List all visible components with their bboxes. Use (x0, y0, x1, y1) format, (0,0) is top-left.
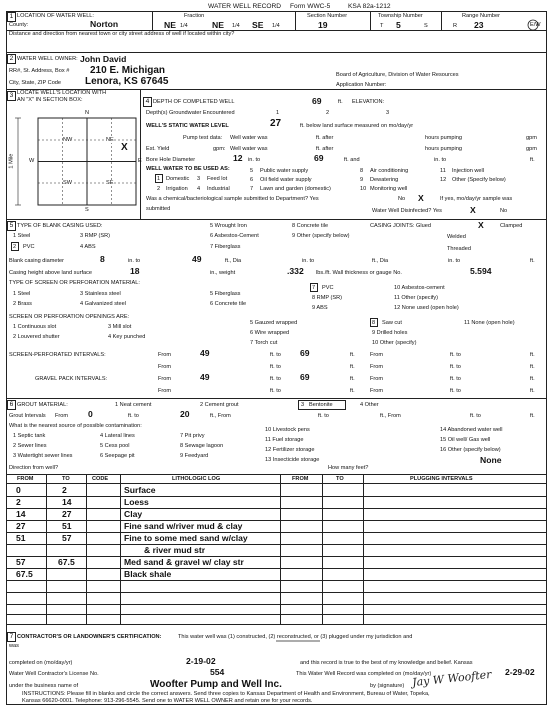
use-label: WELL WATER TO BE USED AS: (146, 166, 230, 172)
screen-label: TYPE OF SCREEN OR PERFORATION MATERIAL: (9, 280, 140, 286)
business-label: under the business name of (9, 683, 79, 689)
disinfect-label: Water Well Disinfected? Yes (372, 208, 442, 214)
south-label: S (85, 207, 89, 213)
address-label: RR#, St. Address, Box # (9, 68, 70, 74)
mile-label: 1 Mile (8, 153, 15, 169)
township-s: S (424, 23, 428, 29)
contam-abandoned[interactable]: 14 Abandoned water well (440, 427, 503, 433)
weight-lbs: lbs./ft. Wall thickness or gauge No. (316, 270, 402, 276)
range-label: Range Number (462, 13, 500, 19)
contam-lagoon[interactable]: 8 Sewage lagoon (180, 443, 224, 449)
use-10-num: 10 (360, 186, 367, 192)
screen-brass[interactable]: 2 Brass (13, 301, 32, 307)
log-row-desc[interactable]: Clay (124, 509, 143, 519)
east-label: E (138, 158, 142, 164)
range-r: R (453, 23, 458, 29)
log-row-from[interactable]: 67.5 (16, 569, 33, 579)
bore-value[interactable]: 12 (233, 153, 243, 163)
owner-label: WATER WELL OWNER: (17, 56, 78, 62)
section-number-5: 5 (7, 221, 16, 231)
log-row-desc[interactable]: Fine to some med sand w/clay (124, 533, 248, 543)
pump-gpm: gpm (526, 135, 537, 141)
pump-hours: hours pumping (425, 135, 463, 141)
yield-ft-after: ft. after (316, 146, 334, 152)
log-row-desc[interactable]: Med sand & gravel w/ clay str (124, 557, 244, 567)
screen-steel[interactable]: 1 Steel (13, 291, 31, 297)
use-7-num: 7 (250, 186, 254, 192)
casing-abs[interactable]: 4 ABS (80, 244, 96, 250)
gpi-ft-3: ft. (350, 388, 355, 394)
screen-pvc[interactable]: PVC (322, 285, 334, 291)
use-dewatering[interactable]: Dewatering (370, 177, 399, 183)
use-3-num: 3 (197, 176, 201, 182)
cert-text: This water well was (1) constructed, (2) reconstructed, or (3) plugged under my jurisdiction and (178, 634, 413, 640)
grout-ft-from: ft., From (210, 413, 231, 419)
spi-ft-1: ft. (350, 352, 355, 358)
use-irrigation[interactable]: Irrigation (166, 186, 188, 192)
quarter-3: 1/4 (272, 23, 280, 29)
quarter-1: 1/4 (180, 23, 188, 29)
grout-label: GROUT MATERIAL: (17, 402, 68, 408)
screen-asbestos[interactable]: 10 Asbestos-cement (394, 285, 445, 291)
weight-value[interactable]: .332 (287, 266, 304, 276)
contam-fuel[interactable]: 11 Fuel storage (265, 437, 304, 443)
spi-ft-to-4: ft. to (450, 364, 461, 370)
form-number: Form WWC-5 (290, 3, 331, 10)
grout-ft-to-3: ft. to (470, 413, 481, 419)
use-monitoring[interactable]: Monitoring well (370, 186, 408, 192)
contam-sewer[interactable]: 2 Sewer lines (13, 443, 47, 449)
spi-from-4: From (370, 364, 384, 370)
casing-fiberglass[interactable]: 7 Fiberglass (210, 244, 241, 250)
chem-tail: If yes, mo/day/yr sample was (440, 196, 513, 202)
height-label: Casing height above land surface (9, 270, 93, 276)
static-level-label: WELL'S STATIC WATER LEVEL (146, 123, 229, 129)
city-value[interactable]: Lenora, KS 67645 (85, 76, 169, 87)
log-header-from: FROM (17, 476, 34, 482)
township-t: T (380, 23, 384, 29)
license-label: Water Well Contractor's License No. (9, 671, 99, 677)
fraction-1[interactable]: NE (164, 20, 176, 30)
depth-label: DEPTH OF COMPLETED WELL (153, 99, 235, 105)
spi-label: SCREEN-PERFORATED INTERVALS: (9, 352, 106, 358)
use-oil-field[interactable]: Oil field water supply (260, 177, 312, 183)
perf-louvered[interactable]: 2 Louvered shutter (13, 334, 60, 340)
perf-mill[interactable]: 3 Mill slot (108, 324, 132, 330)
distance-label: Distance and direction from nearest town or city street address of well if located within city? (9, 31, 235, 37)
groundwater-label: Depth(s) Groundwater Encountered (146, 110, 235, 116)
fraction-label: Fraction (184, 13, 205, 19)
grout-neat[interactable]: 1 Neat cement (115, 402, 152, 408)
contam-cess[interactable]: 5 Cess pool (100, 443, 130, 449)
gpi-ft-to-1: ft. to (270, 376, 281, 382)
spi-from-1: From (158, 352, 172, 358)
blank-ft-3: ft. (530, 258, 535, 264)
log-row-to[interactable]: 14 (62, 497, 72, 507)
gpi-to-value[interactable]: 69 (300, 372, 310, 382)
use-air[interactable]: Air conditioning (370, 168, 409, 174)
contam-watertight[interactable]: 3 Watertight sewer lines (13, 453, 73, 459)
depth-value[interactable]: 69 (312, 96, 322, 106)
contam-pit-privy[interactable]: 7 Pit privy (180, 433, 205, 439)
log-row-to[interactable]: 67.5 (58, 557, 75, 567)
perf-torch[interactable]: 7 Torch cut (250, 340, 278, 346)
log-header-plug-to: TO (336, 476, 344, 482)
instructions-line-1: INSTRUCTIONS: Please fill in blanks and circle the correct answers. Send three copies to Kansas Department of Health and Environment, Bureau of Water, Topeka, (22, 691, 430, 697)
grout-ft-to-2: ft. to (318, 413, 329, 419)
joints-threaded[interactable]: Threaded (447, 246, 471, 252)
howmany-label: How many feet? (328, 465, 369, 471)
contam-lateral[interactable]: 4 Lateral lines (100, 433, 135, 439)
township-label: Township Number (378, 13, 423, 19)
completed-value[interactable]: 2-19-02 (186, 656, 216, 666)
casing-rmp[interactable]: 3 RMP (SR) (80, 233, 111, 239)
nw-label: NW (63, 137, 73, 143)
contam-septic[interactable]: 1 Septic tank (13, 433, 46, 439)
gpi-ft-to-2: ft. to (450, 376, 461, 382)
completed-tail: and this record is true to the best of my knowledge and belief. Kansas (300, 660, 473, 666)
log-row-to[interactable]: 27 (62, 509, 72, 519)
yield-gpm: gpm: (213, 146, 226, 152)
county-value[interactable]: Norton (90, 19, 119, 29)
gpi-ft-1: ft. (350, 376, 355, 382)
screen-stainless[interactable]: 3 Stainless steel (80, 291, 121, 297)
gpi-from-value[interactable]: 49 (200, 372, 210, 382)
perf-saw[interactable]: Saw cut (382, 320, 402, 326)
perf-saw-num: 8 (372, 320, 376, 326)
log-header-to: TO (62, 476, 70, 482)
log-row-desc[interactable]: Surface (124, 485, 156, 495)
contam-fertilizer[interactable]: 12 Fertilizer storage (265, 447, 315, 453)
spi-ft-2: ft. (530, 352, 535, 358)
joints-x[interactable]: X (478, 220, 484, 230)
use-8-num: 8 (360, 168, 364, 174)
spi-ft-to-3: ft. to (270, 364, 281, 370)
application-number-label: Application Number: (336, 82, 387, 88)
perf-wire[interactable]: 6 Wire wrapped (250, 330, 290, 336)
east-west-indicator: E/W (530, 22, 541, 28)
county-label: County: (9, 22, 29, 28)
casing-asbestos[interactable]: 6 Asbestos-Cement (210, 233, 259, 239)
business-value[interactable]: Woofter Pump and Well Inc. (150, 679, 282, 690)
gpi-from-4: From (370, 388, 384, 394)
se-label: SE (106, 180, 114, 186)
form-title: WATER WELL RECORD (208, 3, 282, 10)
grout-bentonite-num: 3 (301, 402, 305, 408)
gpi-ft-to-4: ft. to (450, 388, 461, 394)
screen-abs[interactable]: 9 ABS (312, 305, 328, 311)
height-value[interactable]: 18 (130, 266, 140, 276)
gpi-from-3: From (158, 388, 172, 394)
perf-none[interactable]: 11 None (open hole) (464, 320, 515, 326)
use-12-num: 12 (440, 177, 447, 183)
bore-ft-and: ft. and (344, 157, 360, 163)
fraction-3[interactable]: SE (252, 20, 264, 30)
use-9-num: 9 (360, 177, 364, 183)
casing-wrought[interactable]: 5 Wrought Iron (210, 223, 247, 229)
yield-gpm2: gpm (526, 146, 537, 152)
yield-hours: hours pumping (425, 146, 463, 152)
screen-rmp[interactable]: 8 RMP (SR) (312, 295, 343, 301)
section-number-2: 2 (7, 54, 16, 64)
blank-in-to-3: in. to (448, 258, 461, 264)
use-other[interactable]: Other (Specify below) (452, 177, 506, 183)
perf-label: SCREEN OR PERFORATION OPENINGS ARE: (9, 314, 130, 320)
record-label: This Water Well Record was completed on (mo/day/yr) (296, 671, 432, 677)
blank-ft-dia: ft., Dia (225, 258, 242, 264)
contam-label: What is the nearest source of possible contamination: (9, 423, 142, 429)
use-5-num: 5 (250, 168, 254, 174)
elevation-label: ELEVATION: (352, 99, 385, 105)
use-1-num: 1 (157, 176, 161, 182)
log-header-lithologic: LITHOLOGIC LOG (172, 476, 221, 482)
direction-label: Direction from well? (9, 465, 59, 471)
log-row-from[interactable]: 27 (16, 521, 26, 531)
log-row-to[interactable]: 2 (62, 485, 67, 495)
joints-clamped[interactable]: Clamped (500, 223, 523, 229)
static-level-value[interactable]: 27 (270, 118, 282, 129)
cert-was: was (9, 643, 19, 649)
use-lawn[interactable]: Lawn and garden (domestic) (260, 186, 331, 192)
use-injection[interactable]: Injection well (452, 168, 485, 174)
chem-no: No (398, 196, 406, 202)
log-row-desc[interactable]: Fine sand w/river mud & clay (124, 521, 243, 531)
spi-to-value[interactable]: 69 (300, 348, 310, 358)
contam-seepage[interactable]: 6 Seepage pit (100, 453, 135, 459)
contam-other[interactable]: 16 Other (specify below) (440, 447, 501, 453)
chem-x[interactable]: X (418, 193, 424, 203)
casing-other[interactable]: 9 Other (specify below) (292, 233, 350, 239)
grout-from-value[interactable]: 0 (88, 409, 93, 419)
screen-fiberglass[interactable]: 5 Fiberglass (210, 291, 241, 297)
license-value[interactable]: 554 (210, 667, 225, 677)
use-feed-lot[interactable]: Feed lot (207, 176, 228, 182)
quarter-2: 1/4 (232, 23, 240, 29)
gpi-label: GRAVEL PACK INTERVALS: (35, 376, 108, 382)
grout-to-value[interactable]: 20 (180, 409, 190, 419)
casing-concrete[interactable]: 8 Concrete tile (292, 223, 329, 229)
owner-value[interactable]: John David (80, 54, 127, 64)
joints-welded[interactable]: Welded (447, 234, 466, 240)
board-label: Board of Agriculture, Division of Water Resources (336, 72, 459, 78)
log-header-code: CODE (92, 476, 109, 482)
city-label: City, State, ZIP Code (9, 80, 62, 86)
grout-ft: ft. (530, 413, 535, 419)
perf-continuous[interactable]: 1 Continuous slot (13, 324, 57, 330)
bore-in-to-2: in. to (434, 157, 447, 163)
gw-1: 1 (276, 110, 280, 116)
disinfect-x[interactable]: X (470, 205, 476, 215)
completed-label: completed on (mo/day/yr) (9, 660, 73, 666)
record-date-value[interactable]: 2-29-02 (505, 667, 535, 677)
blank-in-to-2: in. to (302, 258, 315, 264)
log-row-from[interactable]: 57 (16, 557, 26, 567)
instructions-line-2: Kansas 66620-0001. Telephone: 913-296-5545. Send one to WATER WELL OWNER and retain one for your records. (22, 698, 313, 704)
chem-label: Was a chemical/bacteriological sample submitted to Department? Yes (146, 196, 319, 202)
gpi-from-1: From (158, 376, 172, 382)
blank-dia-value[interactable]: 8 (100, 254, 105, 264)
section-number-6: 6 (7, 400, 16, 410)
blank-ft-dia-2: ft., Dia (372, 258, 389, 264)
use-public[interactable]: Public water supply (260, 168, 309, 174)
spi-from-value[interactable]: 49 (200, 348, 210, 358)
gw-3: 3 (386, 110, 390, 116)
contam-livestock[interactable]: 10 Livestock pens (265, 427, 310, 433)
north-label: N (85, 110, 90, 116)
screen-galvanized[interactable]: 4 Galvanized steel (80, 301, 127, 307)
grout-from: From (55, 413, 69, 419)
blank-dia-label: Blank casing diameter (9, 258, 65, 264)
disinfect-no: No (500, 208, 508, 214)
ksa-reference: KSA 82a-1212 (348, 3, 391, 10)
ne-label: NE (106, 137, 114, 143)
spi-ft-to-2: ft. to (450, 352, 461, 358)
gpi-ft-4: ft. (530, 388, 535, 394)
log-row-to[interactable]: 57 (62, 533, 72, 543)
contam-none-value[interactable]: None (480, 455, 502, 465)
locate-label-2: AN "X" IN SECTION BOX: (17, 97, 83, 103)
log-row-from[interactable]: 0 (16, 485, 21, 495)
perf-gauzed[interactable]: 5 Gauzed wrapped (250, 320, 298, 326)
township-value[interactable]: 5 (396, 20, 401, 30)
perf-key[interactable]: 4 Key punched (108, 334, 146, 340)
log-row-desc[interactable]: Black shale (124, 569, 172, 579)
screen-pvc-num: 7 (312, 285, 316, 291)
grout-intervals-label: Grout Intervals (9, 413, 46, 419)
screen-concrete[interactable]: 6 Concrete tile (210, 301, 247, 307)
casing-steel[interactable]: 1 Steel (13, 233, 31, 239)
log-header-plugging: PLUGGING INTERVALS (410, 476, 473, 482)
address-value[interactable]: 210 E. Michigan (90, 65, 166, 76)
contam-insecticide[interactable]: 13 Insecticide storage (265, 457, 320, 463)
section-number-label: Section Number (307, 13, 348, 19)
pump-ft-after: ft. after (316, 135, 334, 141)
gw-2: 2 (326, 110, 330, 116)
bore-in-to: in. to (248, 157, 261, 163)
height-in-weight: in., weight (210, 270, 236, 276)
spi-ft-4: ft. (530, 364, 535, 370)
log-row-from[interactable]: 2 (16, 497, 21, 507)
gpi-ft-2: ft. (530, 376, 535, 382)
use-11-num: 11 (440, 168, 446, 174)
blank-in-to: in. to (128, 258, 141, 264)
log-row-from[interactable]: 51 (16, 533, 26, 543)
log-header-plug-from: FROM (292, 476, 309, 482)
screen-none[interactable]: 12 None used (open hole) (394, 305, 459, 311)
west-label: W (29, 158, 35, 164)
use-domestic[interactable]: Domestic (166, 176, 190, 182)
pump-well-water: Well water was (230, 135, 268, 141)
spi-from-3: From (158, 364, 172, 370)
contam-feedyard[interactable]: 9 Feedyard (180, 453, 209, 459)
casing-label: TYPE OF BLANK CASING USED: (17, 223, 103, 229)
blank-to-value[interactable]: 49 (192, 254, 202, 264)
gpi-from-2: From (370, 376, 384, 382)
pump-test-label: Pump test data: (183, 135, 223, 141)
screen-other[interactable]: 11 Other (specify) (394, 295, 439, 301)
gpi-ft-to-3: ft. to (270, 388, 281, 394)
section-number-7: 7 (7, 632, 16, 642)
grout-cement[interactable]: 2 Cement grout (200, 402, 239, 408)
log-row-to[interactable]: 51 (62, 521, 72, 531)
section-number-1: 1 (7, 12, 16, 22)
bore-label: Bore Hole Diameter (146, 157, 196, 163)
signature-label: by (signature) (370, 683, 405, 689)
bore-to-value[interactable]: 69 (314, 153, 324, 163)
submitted-label: submitted (146, 206, 171, 212)
spi-ft-3: ft. (350, 364, 355, 370)
fraction-2[interactable]: NE (212, 20, 224, 30)
grout-other[interactable]: 4 Other (360, 402, 379, 408)
casing-pvc-num: 2 (13, 244, 17, 250)
spi-from-2: From (370, 352, 384, 358)
range-value[interactable]: 23 (474, 20, 484, 30)
casing-pvc[interactable]: PVC (23, 244, 35, 250)
section-value[interactable]: 19 (318, 20, 328, 30)
static-level-tail: ft. below land surface measured on mo/day/yr (300, 123, 414, 129)
section-number-4: 4 (143, 97, 152, 107)
log-row-from[interactable]: 14 (16, 509, 26, 519)
use-2-num: 2 (157, 186, 161, 192)
grout-ft-to: ft. to (128, 413, 139, 419)
cert-label: CONTRACTOR'S OR LANDOWNER'S CERTIFICATION: (17, 634, 162, 640)
bore-ft-2: ft. (530, 157, 535, 163)
depth-ft: ft. (338, 99, 343, 105)
joints-label: CASING JOINTS: Glued (370, 223, 431, 229)
yield-label: Est. Yield (146, 146, 170, 152)
grout-ft-from-2: ft., From (380, 413, 401, 419)
section-number-3: 3 (7, 91, 16, 101)
contam-oil-gas[interactable]: 15 Oil well/ Gas well (440, 437, 491, 443)
location-label: LOCATION OF WATER WELL: (17, 13, 94, 19)
signature[interactable]: Jay W Woofter (411, 667, 493, 690)
log-row-desc[interactable]: & river mud str (144, 545, 206, 555)
perf-other[interactable]: 10 Other (specify) (372, 340, 417, 346)
locate-label-1: LOCATE WELL'S LOCATION WITH (17, 90, 107, 96)
yield-well-water: Well water was (230, 146, 268, 152)
use-4-num: 4 (197, 186, 201, 192)
sw-label: SW (63, 180, 73, 186)
well-location-mark[interactable]: X (121, 142, 128, 153)
use-industrial[interactable]: Industrial (207, 186, 230, 192)
grout-bentonite[interactable]: Bentonite (309, 402, 333, 408)
use-6-num: 6 (250, 177, 254, 183)
perf-drilled[interactable]: 9 Drilled holes (372, 330, 408, 336)
spi-ft-to-1: ft. to (270, 352, 281, 358)
log-row-desc[interactable]: Loess (124, 497, 149, 507)
gauge-value[interactable]: 5.594 (470, 266, 492, 276)
